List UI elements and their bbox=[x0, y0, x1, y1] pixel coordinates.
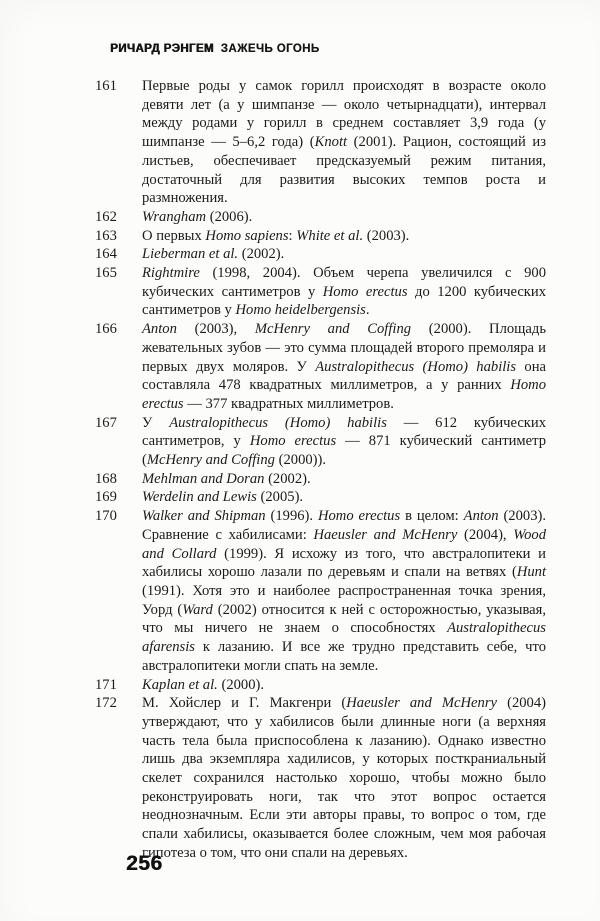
endnote-text bbox=[142, 414, 546, 470]
endnote-number: 167 bbox=[95, 414, 117, 431]
endnote-citation: Homo heidelbergensis bbox=[235, 302, 366, 319]
endnote-citation: Wood and Collard bbox=[142, 526, 546, 562]
endnote-text-segment: (1999). Я исхожу из того, что австралопитеки и хабилисы хорошо лазали по деревьям и спали на ветвях ( bbox=[142, 545, 546, 581]
endnote-text bbox=[142, 488, 546, 507]
endnote-text-segment: она составляла 478 квадратных миллиметров, а у ранних bbox=[142, 358, 546, 394]
endnote-citation: Anton bbox=[463, 508, 499, 525]
endnote-citation: Werdelin and Lewis bbox=[142, 489, 257, 506]
endnote-row bbox=[95, 676, 546, 695]
endnote-citation: Knott bbox=[314, 134, 348, 151]
endnote-text bbox=[142, 320, 546, 414]
endnote-text-segment: в целом: bbox=[400, 508, 464, 525]
endnote-row bbox=[95, 245, 546, 264]
endnote-row bbox=[95, 414, 546, 470]
endnote-text-segment: (2000)). bbox=[274, 452, 327, 469]
endnote-text bbox=[142, 264, 546, 320]
endnote-text-segment: (2000). Площадь жевательных зубов — это сумма площадей второго премоляра и первых двух моляров. У bbox=[142, 321, 546, 375]
endnote-citation: Hunt bbox=[516, 564, 546, 581]
endnote-citation: Rightmire bbox=[142, 265, 200, 282]
endnote-text bbox=[142, 227, 546, 246]
endnote-text-segment: (2004) утверждают, что у хабилисов были длинные ноги (а верхняя часть тела была приспособлена к лазанию). Однако известно лишь два экземпляра хадилисов, у которых посткраниальный скелет сохранился настолько хорошо, чтобы можно было реконструировать ноги, так что этот вопрос остается неоднозначным. Если эти авторы правы, то вопрос о том, где спали хабилисы, оказывается более сложным, чем моя рабочая гипотеза о том, что они спали на деревьях. bbox=[142, 695, 546, 861]
endnote-row bbox=[95, 264, 546, 320]
endnote-number: 162 bbox=[95, 208, 117, 225]
endnote-text-segment: — 612 кубических сантиметров, у bbox=[142, 414, 546, 450]
endnote-text-segment: У bbox=[142, 414, 170, 431]
endnote-text-segment: (2003). Сравнение с хабилисами: bbox=[142, 508, 546, 543]
endnote-citation: McHenry and Coffing bbox=[146, 452, 275, 469]
endnote-citation: Mehlman and Doran bbox=[142, 470, 265, 487]
endnote-citation: Homo erectus bbox=[322, 283, 408, 300]
endnote-citation: Lieberman et al. bbox=[142, 246, 239, 263]
endnote-text-segment: (2000). bbox=[217, 676, 265, 693]
endnote-row bbox=[95, 488, 546, 507]
endnote-text bbox=[142, 676, 546, 695]
endnote-text-segment: (2003), bbox=[176, 321, 255, 338]
running-header bbox=[110, 43, 320, 55]
endnote-row bbox=[95, 470, 546, 489]
endnote-citation: Australopithecus (Homo) habilis bbox=[169, 414, 387, 431]
endnote-citation: Haeusler and McHenry bbox=[313, 526, 458, 543]
endnote-citation: Australopithecus afarensis bbox=[142, 620, 546, 656]
endnote-row bbox=[95, 227, 546, 246]
endnote-text bbox=[142, 77, 546, 208]
endnote-text-segment: (2002) относится к ней с осторожностью, указывая, что мы ничего не знаем о способностях bbox=[142, 601, 547, 637]
endnote-citation: Haeusler and McHenry bbox=[346, 695, 497, 712]
endnote-text bbox=[142, 245, 546, 264]
endnote-text-segment: (2002). bbox=[264, 470, 311, 487]
endnote-number: 165 bbox=[95, 265, 117, 282]
endnote-number: 164 bbox=[95, 246, 117, 263]
endnote-number: 171 bbox=[95, 676, 117, 693]
endnote-text-segment: (2006). bbox=[206, 208, 253, 225]
endnote-text-segment: Первые роды у самок горилл происходят в возрасте около девяти лет (а у шимпанзе — около четырнадцати), интервал между родами у горилл в среднем составляет 3,9 года (у шимпанзе — 5–6,2 года) ( bbox=[142, 78, 546, 151]
endnote-row bbox=[95, 694, 546, 862]
endnote-citation: Australopithecus (Homo) habilis bbox=[315, 358, 517, 375]
endnote-text-segment: : bbox=[288, 227, 297, 244]
endnote-number: 161 bbox=[95, 78, 117, 94]
endnote-text-segment: (1996). bbox=[265, 508, 318, 525]
header-author: РИЧАРД РЭНГЕМ bbox=[110, 43, 214, 55]
endnote-text-segment: (2003). bbox=[363, 227, 410, 244]
header-book-title: ЗАЖЕЧЬ ОГОНЬ bbox=[220, 43, 320, 55]
endnote-citation: Walker and Shipman bbox=[142, 508, 266, 525]
endnote-text-segment: . bbox=[365, 302, 370, 319]
endnote-text-segment: — 377 квадратных миллиметров. bbox=[183, 395, 394, 412]
endnote-text bbox=[142, 507, 546, 675]
endnotes-list bbox=[95, 77, 546, 863]
endnote-text-segment: — 871 кубический сантиметр ( bbox=[142, 433, 546, 469]
endnote-citation: Kaplan et al. bbox=[142, 676, 218, 693]
endnote-text-segment: (1998, 2004). Объем черепа увеличился с 900 кубических сантиметров у bbox=[142, 265, 546, 300]
endnote-text-segment: (2005). bbox=[256, 489, 304, 506]
endnote-citation: White et al. bbox=[296, 227, 364, 244]
endnote-citation: Wrangham bbox=[142, 208, 207, 225]
endnote-text-segment: О первых bbox=[142, 227, 206, 244]
endnote-text-segment: до 1200 кубических сантиметров у bbox=[142, 283, 547, 319]
endnote-number: 172 bbox=[95, 695, 117, 712]
endnote-text-segment: (2002). bbox=[238, 246, 285, 263]
endnote-text bbox=[142, 694, 546, 862]
endnote-text-segment: (2001). Рацион, состоящий из листьев, обеспечивает предсказуемый режим питания, достаточный для развития высоких темпов роста и размножения. bbox=[142, 134, 546, 207]
endnote-row bbox=[95, 208, 546, 227]
endnote-citation: Homo erectus bbox=[317, 508, 401, 525]
endnote-number: 163 bbox=[95, 227, 117, 244]
endnote-number: 170 bbox=[95, 508, 117, 525]
page-number: 256 bbox=[126, 852, 163, 875]
endnote-citation: Anton bbox=[142, 321, 177, 338]
endnote-row bbox=[95, 77, 546, 208]
endnote-text-segment: (1991). Хотя это и наиболее распространенная точка зрения, Уорд ( bbox=[142, 582, 546, 618]
endnote-number: 168 bbox=[95, 470, 117, 487]
endnote-text bbox=[142, 208, 546, 227]
endnote-text-segment: к лазанию. И все же трудно представить себе, что австралопитеки могли спать на земле. bbox=[142, 639, 546, 674]
endnote-citation: Homo sapiens bbox=[205, 227, 289, 244]
endnote-citation: McHenry and Coffing bbox=[254, 321, 412, 338]
endnote-citation: Homo erectus bbox=[142, 377, 546, 412]
endnote-text-segment: (2004), bbox=[457, 526, 514, 543]
endnote-citation: Ward bbox=[182, 601, 213, 618]
endnote-text bbox=[142, 470, 546, 489]
endnote-row bbox=[95, 320, 546, 414]
endnote-number: 166 bbox=[95, 321, 117, 338]
endnote-text-segment: М. Хойслер и Г. Макгенри ( bbox=[142, 695, 347, 712]
endnote-row bbox=[95, 507, 546, 675]
endnote-number: 169 bbox=[95, 489, 117, 506]
endnote-citation: Homo erectus bbox=[249, 433, 337, 450]
